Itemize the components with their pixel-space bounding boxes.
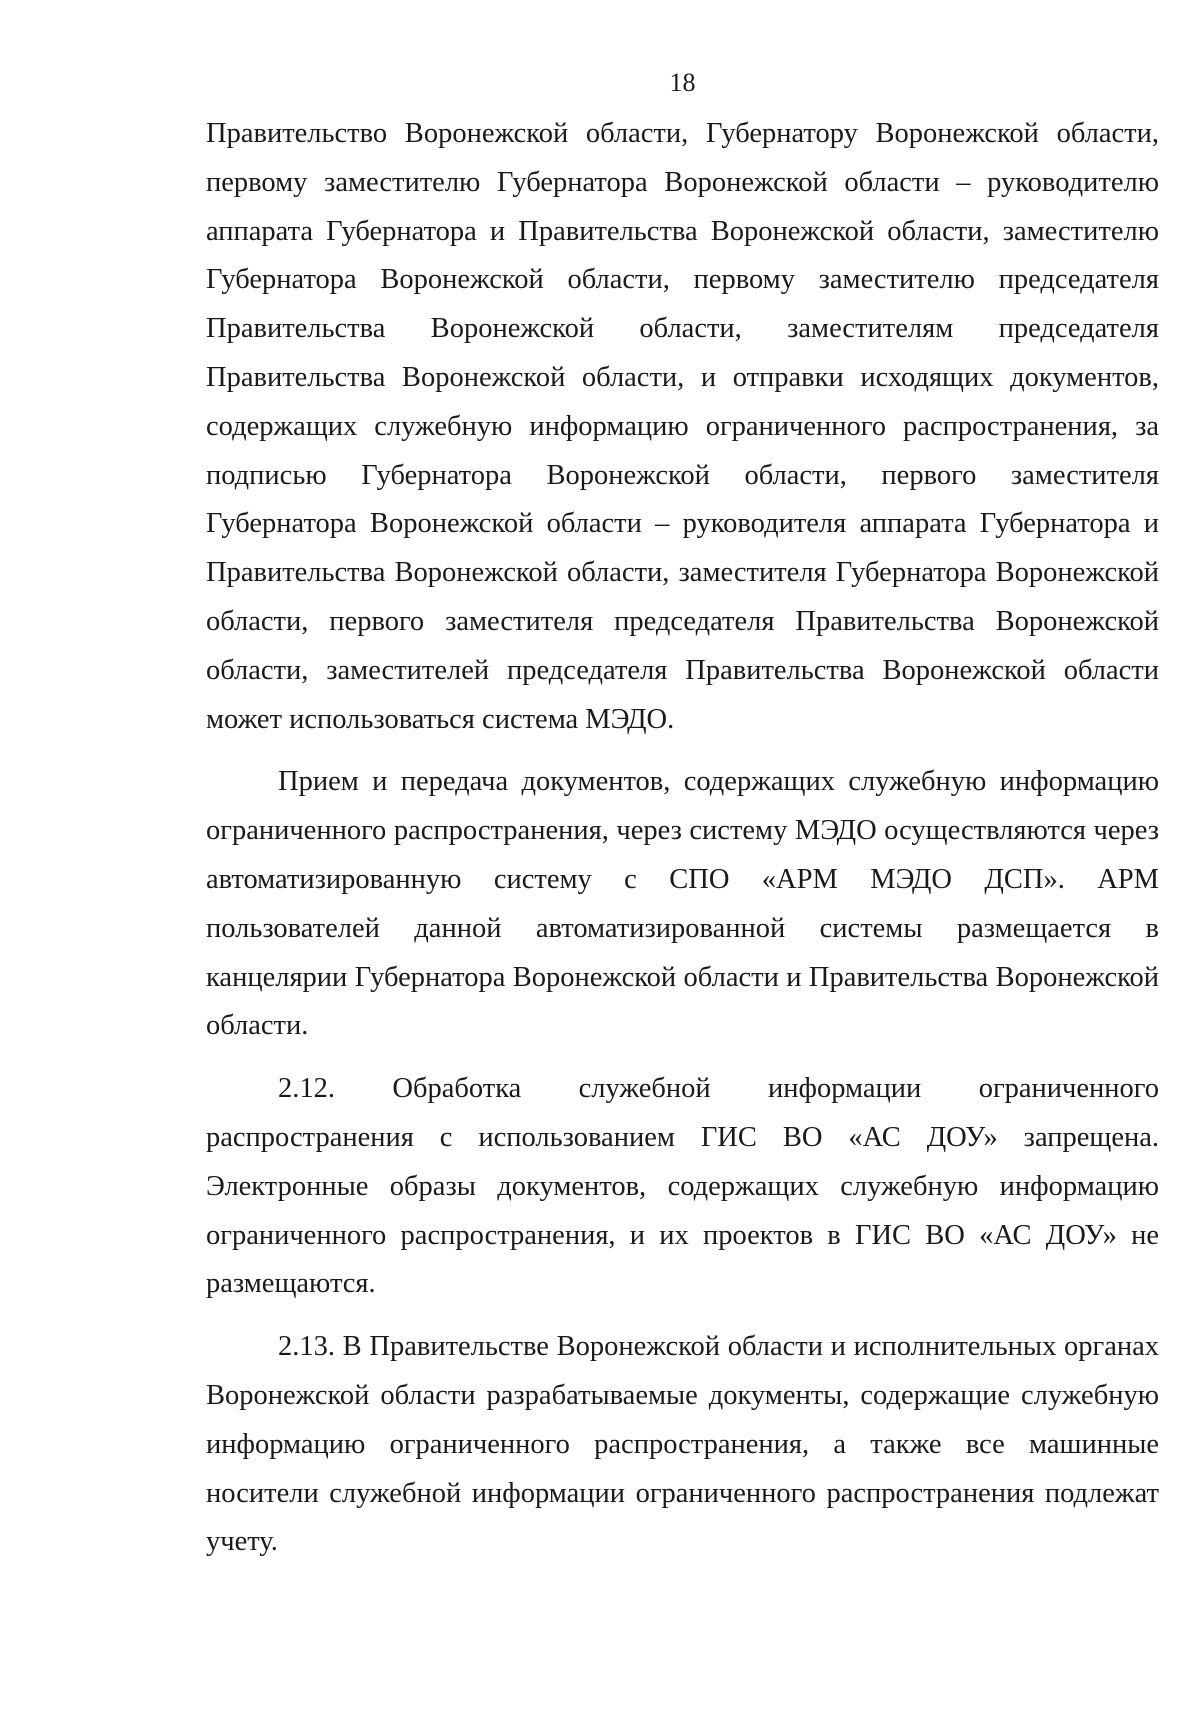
paragraph-2-12: 2.12. Обработка служебной информации ограниченного распространения с использованием ГИС ВО «АС ДОУ» запрещена. Электронные образы документов, содержащих служебную информацию ограниченного распространения, и их проектов в ГИС ВО «АС ДОУ» не размещаются. — [206, 1073, 1159, 1300]
paragraph-continuation: Правительство Воронежской области, Губернатору Воронежской области, первому заместителю Губернатора Воронежской области – руководителю аппарата Губернатора и Правительства Воронежской области, заместителю Губернатора Воронежской области, первому заместителю председателя Правительства Воронежской области, заместителям председателя Правительства Воронежской области, и отправки исходящих документов, содержащих служебную информацию ограниченного распространения, за подписью Губернатора Воронежской области, первого заместителя Губернатора Воронежской области – руководителя аппарата Губернатора и Правительства Воронежской области, заместителя Губернатора Воронежской области, первого заместителя председателя Правительства Воронежской области, заместителей председателя Правительства Воронежской области может использоваться система МЭДО. — [206, 118, 1159, 735]
paragraph-medo-transfer: Прием и передача документов, содержащих служебную информацию ограниченного распространения, через систему МЭДО осуществляются через автоматизированную систему с СПО «АРМ МЭДО ДСП». АРМ пользователей данной автоматизированной системы размещается в канцелярии Губернатора Воронежской области и Правительства Воронежской области. — [206, 766, 1159, 1042]
document-body — [206, 110, 1159, 1567]
paragraph-2-13: 2.13. В Правительстве Воронежской области и исполнительных органах Воронежской области разрабатываемые документы, содержащие служебную информацию ограниченного распространения, а также все машинные носители служебной информации ограниченного распространения подлежат учету. — [206, 1331, 1159, 1558]
page-number: 18 — [669, 68, 696, 97]
